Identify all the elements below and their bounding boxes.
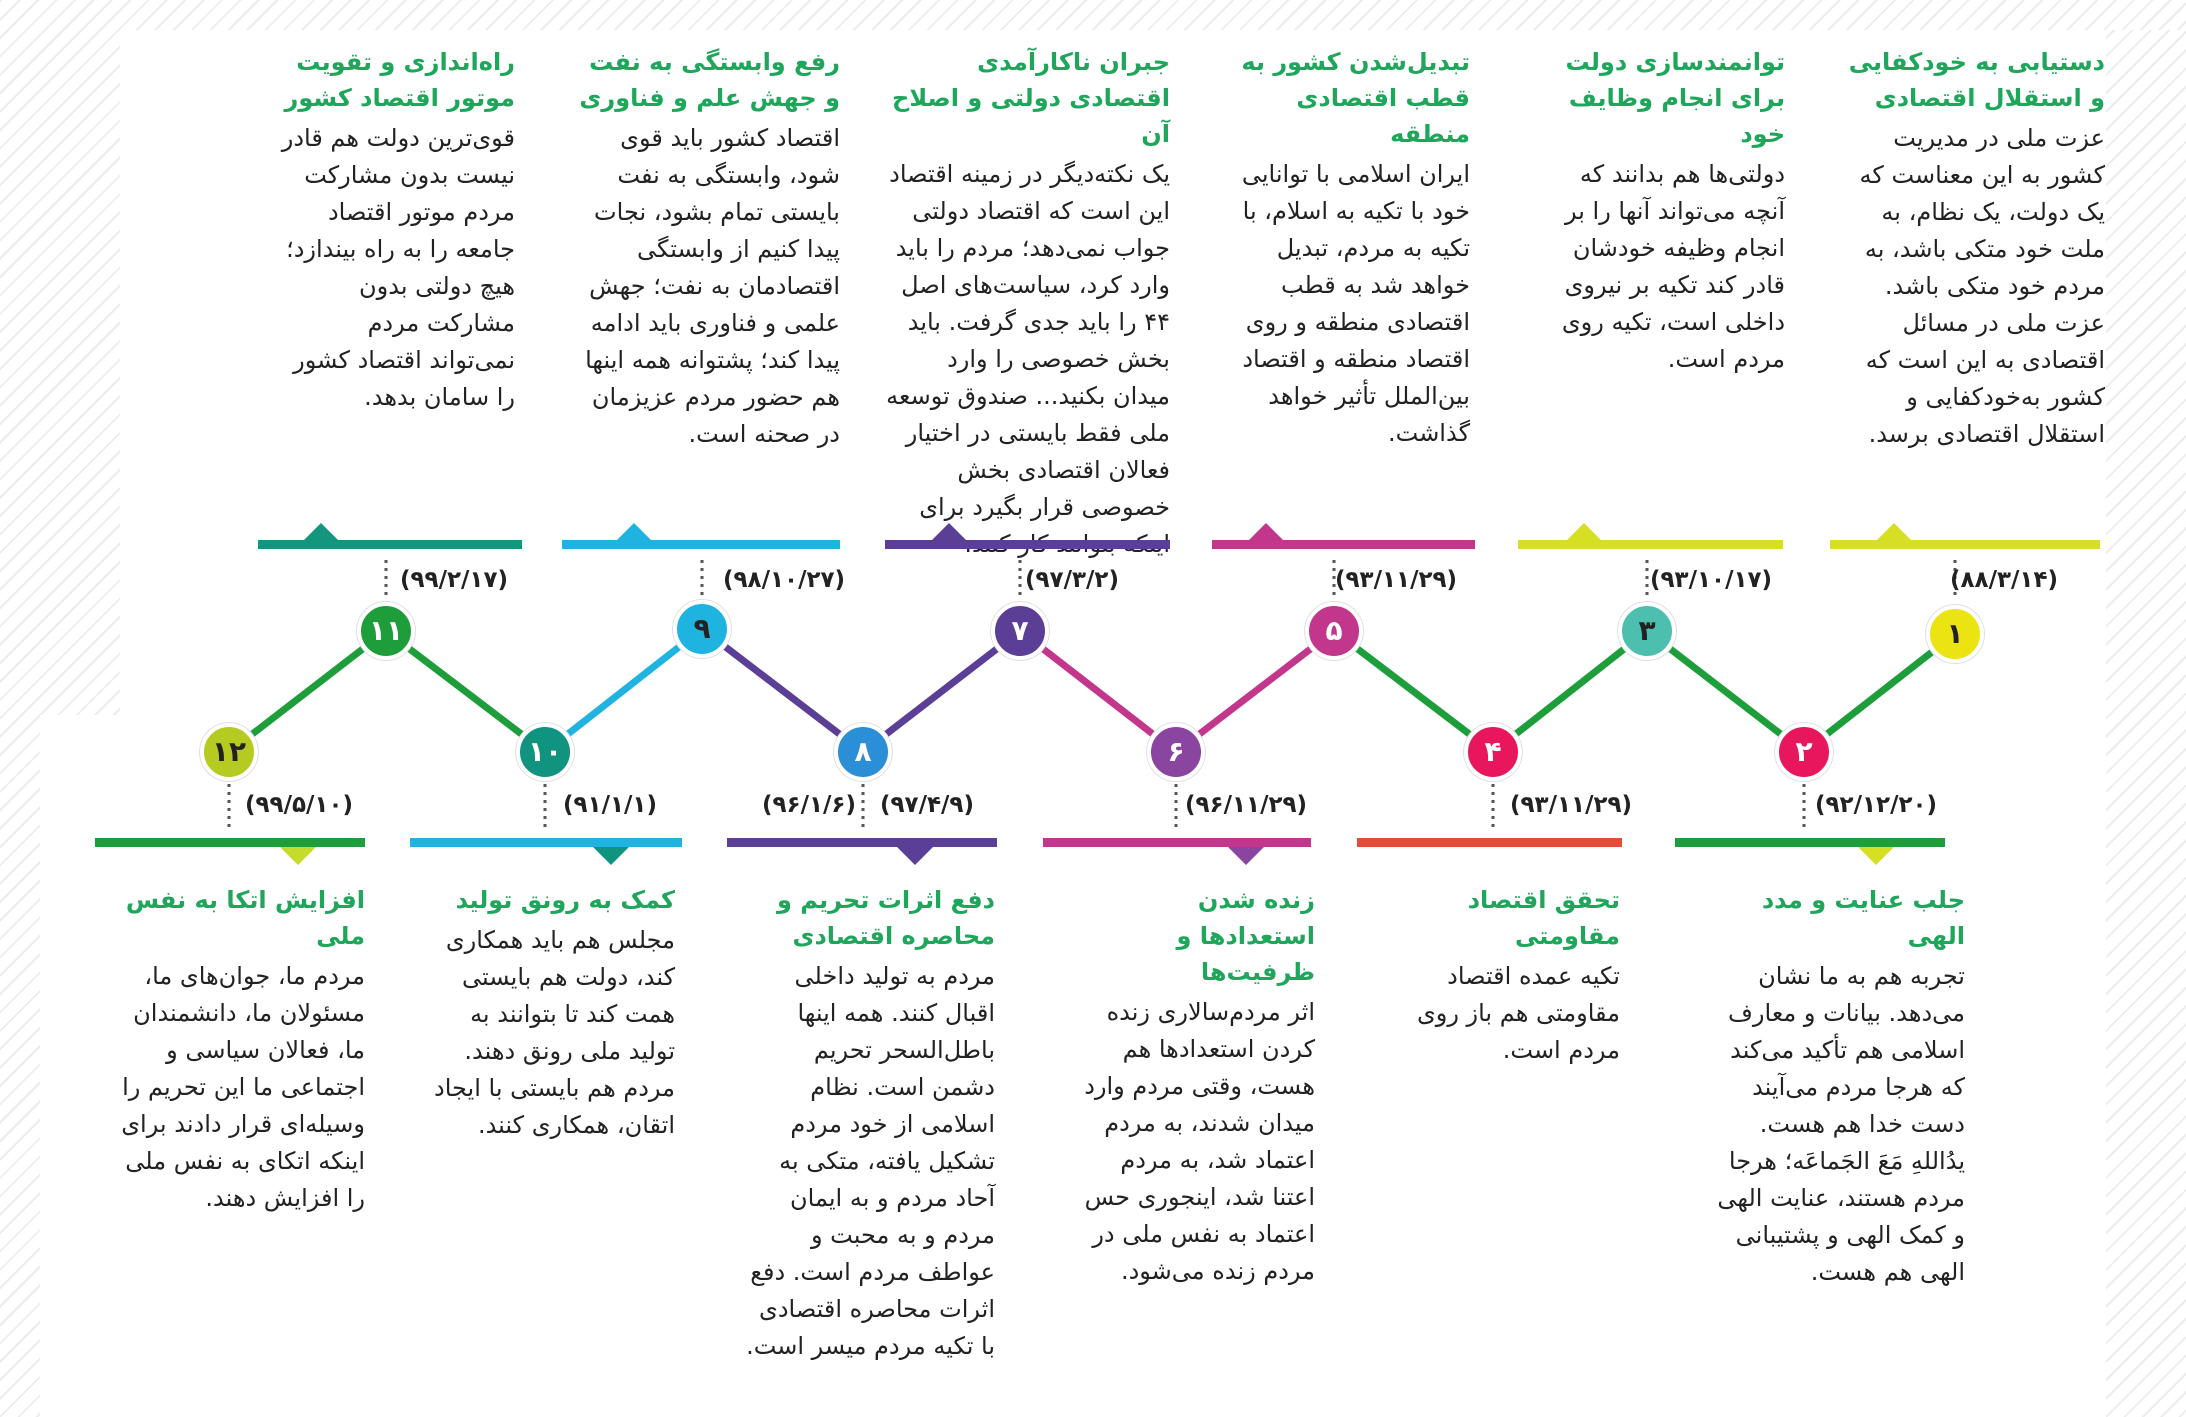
- milestone-date-10: (۹۱/۱/۱): [563, 792, 657, 818]
- milestone-bar-4: [1357, 838, 1622, 847]
- milestone-date-2: (۹۲/۱۲/۲۰): [1815, 792, 1938, 818]
- milestone-title: رفع وابستگی به نفت و جهش علم و فناوری: [579, 48, 840, 112]
- milestone-pointer-6: [1228, 847, 1264, 865]
- milestone-title: افزایش اتکا به نفس ملی: [125, 886, 365, 950]
- milestone-bar-8: [727, 838, 997, 847]
- milestone-card-2: [1700, 882, 1965, 1291]
- milestone-pointer-3: [1566, 523, 1602, 541]
- milestone-bar-11: [258, 540, 522, 549]
- milestone-title: راه‌اندازی و تقویت موتور اقتصاد کشور: [284, 48, 515, 112]
- milestone-date-5: (۹۳/۱۱/۲۹): [1335, 567, 1458, 593]
- milestone-bar-1: [1830, 540, 2100, 549]
- milestone-title: کمک به رونق تولید: [455, 886, 675, 914]
- milestone-card-4: [1395, 882, 1620, 1069]
- milestone-bar-9: [562, 540, 840, 549]
- zigzag-segment: [545, 629, 702, 752]
- milestone-pointer-2: [1858, 847, 1894, 865]
- milestone-text: یک نکته‌دیگر در زمینه اقتصاد این است که اقتصاد دولتی جواب نمی‌دهد؛ مردم را باید وارد کرد، سیاست‌های اصل ۴۴ را باید جدی گرفت. باید بخش خصوصی را وارد میدان بکنید... صندوق توسعه ملی فقط بایستی در اختیار فعالان اقتصادی بخش خصوصی قرار بگیرد برای: [886, 160, 1170, 521]
- milestone-text: مردم ما، جوان‌های ما، مسئولان ما، دانشمندان ما، فعالان سیاسی و اجتماعی ما این تحریم را وسیله‌ای قرار دادند برای اینکه اتکای به نفس ملی را افزایش دهند.: [121, 962, 365, 1212]
- milestone-circle-6: ۶: [1147, 723, 1205, 781]
- zigzag-segment: [1176, 631, 1334, 752]
- milestone-pointer-11: [303, 523, 339, 541]
- milestone-card-5: [1230, 44, 1470, 452]
- milestone-date-4: (۹۳/۱۱/۲۹): [1510, 792, 1633, 818]
- milestone-date-3: (۹۳/۱۰/۱۷): [1650, 567, 1773, 593]
- milestone-bar-10: [410, 838, 682, 847]
- milestone-pointer-9: [616, 523, 652, 541]
- milestone-pointer-8: [897, 847, 933, 865]
- milestone-circle-2: ۲: [1775, 723, 1833, 781]
- milestone-date-7: (۹۷/۳/۲): [1025, 567, 1119, 593]
- milestone-bar-6: [1043, 838, 1311, 847]
- milestone-text: قوی‌ترین دولت هم قادر نیست بدون مشارکت مردم موتور اقتصاد جامعه را به راه بیندازد؛ هیچ دولتی بدون مشارکت مردم نمی‌تواند اقتصاد کشور را سامان بدهد.: [281, 124, 515, 411]
- milestone-card-12: [115, 882, 365, 1217]
- milestone-text: تجربه هم به ما نشان می‌دهد. بیانات و معارف اسلامی هم تأکید می‌کند که هرجا مردم می‌آیند دست خدا هم هست. یدُاللهِ مَعَ الجَماعَه؛ هرجا مردم هستند، عنایت الهی و کمک الهی و پشتیبانی الهی هم هست.: [1717, 962, 1965, 1286]
- milestone-pointer-1: [1876, 523, 1912, 541]
- milestone-bar-2: [1675, 838, 1945, 847]
- milestone-circle-3: ۳: [1618, 602, 1676, 660]
- milestone-title: دفع اثرات تحریم و محاصره اقتصادی: [777, 886, 995, 950]
- milestone-date-12: (۹۹/۵/۱۰): [245, 792, 354, 818]
- milestone-title: تحقق اقتصاد مقاومتی: [1467, 886, 1620, 950]
- milestone-date-11: (۹۹/۲/۱۷): [400, 567, 509, 593]
- milestone-title: دستیابی به خودکفایی و استقلال اقتصادی: [1848, 48, 2105, 112]
- milestone-title: تبدیل‌شدن کشور به قطب اقتصادی منطقه: [1241, 48, 1470, 148]
- milestone-text: اثر مردم‌سالاری زنده کردن استعدادها هم هست، وقتی مردم وارد میدان شدند، به مردم اعتماد شد، به مردم اعتنا شد، اینجوری حس اعتماد به نفس ملی در مردم زنده می‌شود.: [1084, 998, 1315, 1285]
- milestone-circle-1: ۱: [1926, 605, 1984, 663]
- milestone-title: جلب عنایت و مدد الهی: [1761, 886, 1965, 950]
- milestone-card-1: [1840, 44, 2105, 453]
- milestone-pointer-7: [931, 523, 967, 541]
- milestone-bar-12: [95, 838, 365, 847]
- milestone-date-9: (۹۸/۱۰/۲۷): [723, 567, 846, 593]
- milestone-circle-12: ۱۲: [200, 723, 258, 781]
- milestone-bar-5: [1212, 540, 1475, 549]
- milestone-circle-11: ۱۱: [357, 602, 415, 660]
- milestone-bar-7: [885, 540, 1170, 549]
- milestone-date-6: (۹۶/۱۱/۲۹): [1185, 792, 1308, 818]
- milestone-title: توانمندسازی دولت برای انجام وظایف خود: [1565, 48, 1785, 148]
- milestone-title: جبران ناکارآمدی اقتصادی دولتی و اصلاح آن: [892, 48, 1170, 148]
- milestone-text: ایران اسلامی با توانایی خود با تکیه به اسلام، با تکیه به مردم، تبدیل خواهد شد به قطب اقتصادی منطقه و روی اقتصاد منطقه و اقتصاد بین‌الملل تأثیر خواهد گذاشت.: [1241, 160, 1470, 447]
- milestone-card-6: [1080, 882, 1315, 1290]
- milestone-date-1: (۸۸/۳/۱۴): [1950, 567, 2059, 593]
- milestone-text: مجلس هم باید همکاری کند، دولت هم بایستی همت کند تا بتوانند به تولید ملی رونق دهند. مردم هم بایستی با ایجاد اتقان، همکاری کنند.: [434, 926, 675, 1139]
- milestone-circle-10: ۱۰: [516, 723, 574, 781]
- milestone-pointer-10: [593, 847, 629, 865]
- milestone-circle-7: ۷: [991, 602, 1049, 660]
- milestone-card-8: [745, 882, 995, 1365]
- milestone-circle-4: ۴: [1464, 723, 1522, 781]
- milestone-bar-3: [1518, 540, 1783, 549]
- milestone-pointer-12: [280, 847, 316, 865]
- milestone-card-7: [885, 44, 1170, 563]
- milestone-circle-9: ۹: [673, 600, 731, 658]
- milestone-text: دولتی‌ها هم بدانند که آنچه می‌تواند آنها را بر انجام وظیفه خودشان قادر کند تکیه بر نیروی داخلی است، تکیه روی مردم است.: [1561, 160, 1785, 373]
- milestone-text: اقتصاد کشور باید قوی شود، وابستگی به نفت بایستی تمام بشود، نجات پیدا کنیم از وابستگی اقتصادمان به نفت؛ جهش علمی و فناوری باید ادامه پیدا کند؛ پشتوانه همه اینها هم حضور مردم عزیزمان در صحنه است.: [585, 124, 840, 448]
- milestone-card-10: [430, 882, 675, 1144]
- milestone-text: عزت ملی در مدیریت کشور به این معناست که یک دولت، یک نظام، به ملت خود متکی باشد، به مردم خود متکی باشد. عزت ملی در مسائل اقتصادی به این است که کشور به‌خودکفایی و استقلال اقتصادی برسد.: [1859, 124, 2105, 448]
- milestone-date-8b: (۹۶/۱/۶): [762, 792, 856, 818]
- milestone-circle-5: ۵: [1305, 602, 1363, 660]
- milestone-text: تکیه عمده اقتصاد مقاومتی هم باز روی مردم است.: [1416, 962, 1620, 1064]
- milestone-date-8: (۹۷/۴/۹): [880, 792, 974, 818]
- milestone-card-3: [1540, 44, 1785, 378]
- milestone-title: زنده شدن استعدادها و ظرفیت‌ها: [1176, 886, 1315, 986]
- milestone-card-11: [280, 44, 515, 416]
- milestone-circle-8: ۸: [834, 723, 892, 781]
- milestone-card-9: [570, 44, 840, 453]
- milestone-text: مردم به تولید داخلی اقبال کنند. همه اینها باطل‌السحر تحریم دشمن است. نظام اسلامی از خود مردم تشکیل یافته، متکی به آحاد مردم و به ایمان مردم و به محبت و عواطف مردم است. دفع اثرات محاصره اقتصادی با تکیه مردم میسر است.: [746, 962, 995, 1360]
- milestone-pointer-5: [1248, 523, 1284, 541]
